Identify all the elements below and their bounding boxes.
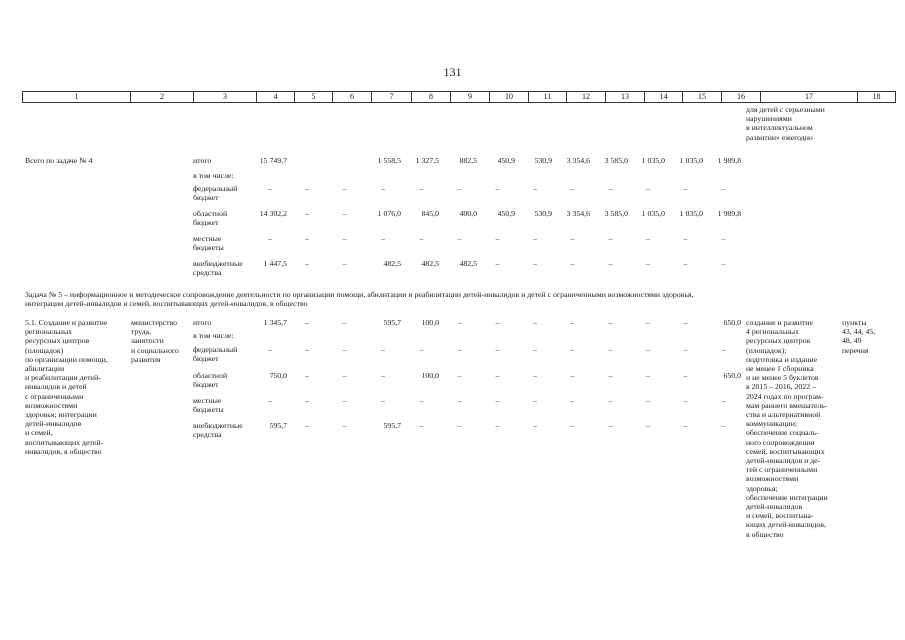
empty-value: –: [646, 345, 650, 354]
expected-result-line: не менее 1 сборника: [746, 364, 814, 373]
funding-source: бюджет: [193, 380, 219, 390]
empty-value: –: [342, 259, 347, 268]
column-number-6: 6: [333, 92, 372, 103]
target-indicator-line: перечня: [842, 345, 869, 355]
empty-value: –: [721, 396, 726, 405]
expected-result-line: в 2015 – 2016, 2022 –: [746, 382, 816, 392]
expected-result-line: подготовка и издание: [746, 354, 818, 364]
value-cell: 3 585,0: [604, 209, 628, 218]
value-cell: 100,0: [421, 318, 439, 327]
item-name-line: и реабилитации детей-: [25, 373, 101, 383]
item-name-line: здоровья; интеграции: [25, 410, 97, 419]
empty-value: –: [608, 184, 613, 193]
value-cell: 482,5: [383, 259, 401, 268]
executor-line: труда,: [131, 327, 152, 337]
expected-result-line: ного сопровождения: [746, 437, 815, 447]
empty-value: –: [342, 184, 347, 193]
expected-result-line: создание и развитие: [746, 318, 813, 327]
empty-value: –: [495, 234, 500, 243]
value-cell: 1 035,0: [641, 209, 665, 218]
empty-value: –: [457, 234, 462, 243]
value-cell: 14 302,2: [259, 209, 287, 218]
value-cell: 1 447,5: [263, 259, 287, 268]
funding-source: областной: [193, 371, 228, 380]
empty-value: –: [683, 345, 688, 354]
empty-value: –: [381, 371, 385, 380]
column-number-1: 1: [23, 92, 131, 103]
empty-value: –: [683, 396, 688, 405]
expected-result-line: мам раннего вмешатель-: [746, 400, 828, 410]
expected-result-line: обеспечение интеграции: [746, 492, 828, 502]
funding-source: внебюджетные: [193, 259, 243, 268]
empty-value: –: [381, 396, 385, 405]
empty-value: –: [342, 318, 347, 327]
value-cell: 845,0: [421, 209, 439, 218]
value-cell: 400,0: [459, 209, 477, 218]
column-number-12: 12: [567, 92, 606, 103]
value-cell: 530,9: [534, 156, 552, 165]
expected-result-line: тей с ограниченными: [746, 465, 818, 475]
expected-result-line: семей, воспитывающих: [746, 446, 825, 456]
value-cell: 1 989,8: [717, 156, 741, 165]
value-cell: 1 989,8: [717, 209, 741, 218]
empty-value: –: [721, 421, 726, 430]
item-name-line: по организации помощи,: [25, 354, 108, 364]
item-name-line: абилитации: [25, 364, 65, 373]
column-number-4: 4: [257, 92, 295, 103]
value-cell: 750,0: [269, 371, 287, 380]
funding-source: в том числе:: [193, 331, 234, 340]
empty-value: –: [533, 421, 537, 430]
funding-source: местные: [193, 396, 222, 405]
empty-value: –: [495, 184, 500, 193]
empty-value: –: [305, 371, 309, 380]
expected-result-line: и семей, воспитыва-: [746, 511, 814, 521]
item-name-line: 5.1. Создание и развитие: [25, 318, 108, 327]
empty-value: –: [342, 421, 347, 430]
empty-value: –: [381, 345, 385, 354]
item-name-line: ресурсных центров: [25, 336, 90, 346]
task5-heading: интеграции детей-инвалидов и семей, воспитывающих детей-инвалидов, в общество: [25, 299, 308, 309]
funding-source: местные: [193, 234, 222, 243]
value-cell: 595,7: [269, 421, 287, 430]
value-cell: 1 345,7: [263, 318, 287, 327]
empty-value: –: [457, 396, 462, 405]
empty-value: –: [305, 234, 309, 243]
executor-line: министерство: [131, 318, 178, 327]
value-cell: 1 035,0: [679, 209, 703, 218]
empty-value: –: [608, 371, 613, 380]
expected-result-line: возможностями: [746, 474, 799, 484]
empty-value: –: [570, 345, 575, 354]
empty-value: –: [342, 396, 347, 405]
column-number-2: 2: [131, 92, 194, 103]
column-number-16: 16: [722, 92, 761, 103]
empty-value: –: [608, 234, 613, 243]
empty-value: –: [608, 345, 613, 354]
value-cell: 1 035,0: [679, 156, 703, 165]
expected-result-line: коммуникации;: [746, 419, 798, 429]
value-cell: 482,5: [421, 259, 439, 268]
executor-line: развития: [131, 354, 161, 364]
column-number-3: 3: [194, 92, 257, 103]
empty-value: –: [533, 345, 537, 354]
expected-result-line: ресурсных центров: [746, 336, 811, 346]
value-cell: 100,0: [421, 371, 439, 380]
empty-value: –: [570, 259, 575, 268]
value-cell: 450,9: [497, 209, 515, 218]
expected-result-line: детей-инвалидов: [746, 502, 803, 511]
column-number-14: 14: [645, 92, 683, 103]
funding-source: бюджеты: [193, 405, 224, 415]
empty-value: –: [683, 371, 688, 380]
column-number-13: 13: [606, 92, 645, 103]
empty-value: –: [646, 184, 650, 193]
expected-result-line: в общество: [746, 529, 784, 539]
expected-result-line: (площадок);: [746, 345, 787, 355]
empty-value: –: [305, 345, 309, 354]
empty-value: –: [457, 318, 462, 327]
funding-source: бюджеты: [193, 243, 224, 253]
empty-value: –: [495, 371, 500, 380]
empty-value: –: [646, 421, 650, 430]
empty-value: –: [305, 396, 309, 405]
carryover-result-line: в интеллектуальном: [746, 123, 813, 133]
expected-result-line: 4 региональных: [746, 327, 799, 337]
empty-value: –: [381, 234, 385, 243]
item-name-line: региональных: [25, 327, 73, 337]
value-cell: 1 327,5: [415, 156, 439, 165]
empty-value: –: [495, 318, 500, 327]
empty-value: –: [419, 345, 424, 354]
empty-value: –: [342, 345, 347, 354]
column-number-11: 11: [529, 92, 567, 103]
empty-value: –: [342, 371, 347, 380]
expected-result-line: детей-инвалидов и де-: [746, 456, 821, 465]
empty-value: –: [381, 184, 385, 193]
value-cell: 595,7: [383, 421, 401, 430]
column-number-9: 9: [451, 92, 490, 103]
expected-result-line: и не менее 5 буклетов: [746, 373, 819, 383]
empty-value: –: [495, 396, 500, 405]
target-indicator-line: пункты: [842, 318, 867, 327]
value-cell: 1 035,0: [641, 156, 665, 165]
value-cell: 650,0: [723, 318, 741, 327]
funding-source: средства: [193, 268, 222, 278]
carryover-result-line: для детей с серьезными: [746, 105, 825, 114]
column-number-5: 5: [295, 92, 333, 103]
expected-result-line: ющих детей-инвалидов,: [746, 520, 826, 530]
carryover-result-line: нарушениями: [746, 114, 792, 124]
empty-value: –: [570, 184, 575, 193]
expected-result-line: обеспечение социаль-: [746, 428, 819, 438]
empty-value: –: [495, 259, 500, 268]
empty-value: –: [268, 234, 272, 243]
page-number: 131: [443, 65, 462, 79]
funding-source: федеральный: [193, 345, 238, 354]
empty-value: –: [646, 259, 650, 268]
empty-value: –: [533, 234, 537, 243]
empty-value: –: [419, 234, 424, 243]
empty-value: –: [608, 396, 613, 405]
item-name-line: инвалидов, в общество: [25, 446, 102, 456]
empty-value: –: [305, 209, 309, 218]
item-name-line: инвалидов и детей: [25, 382, 87, 392]
target-indicator-line: 43, 44, 45,: [842, 327, 876, 337]
empty-value: –: [533, 396, 537, 405]
funding-source: федеральный: [193, 184, 238, 193]
empty-value: –: [608, 318, 613, 327]
empty-value: –: [646, 318, 650, 327]
empty-value: –: [533, 318, 537, 327]
empty-value: –: [533, 371, 537, 380]
value-cell: 450,9: [497, 156, 515, 165]
value-cell: 1 558,5: [377, 156, 401, 165]
empty-value: –: [457, 421, 462, 430]
empty-value: –: [305, 184, 309, 193]
funding-source: областной: [193, 209, 228, 218]
value-cell: 1 076,0: [377, 209, 401, 218]
empty-value: –: [721, 345, 726, 354]
empty-value: –: [495, 421, 500, 430]
value-cell: 3 354,6: [566, 156, 590, 165]
empty-value: –: [533, 184, 537, 193]
value-cell: 15 749,7: [259, 156, 287, 165]
value-cell: 3 354,6: [566, 209, 590, 218]
funding-source: итого: [193, 156, 212, 165]
empty-value: –: [683, 259, 688, 268]
value-cell: 482,5: [459, 259, 477, 268]
expected-result-line: здоровья;: [746, 483, 778, 493]
empty-value: –: [683, 234, 688, 243]
value-cell: 3 585,0: [604, 156, 628, 165]
empty-value: –: [268, 396, 272, 405]
empty-value: –: [570, 318, 575, 327]
empty-value: –: [721, 259, 726, 268]
column-number-row: [22, 91, 896, 103]
empty-value: –: [342, 209, 347, 218]
value-cell: 650,0: [723, 371, 741, 380]
empty-value: –: [305, 318, 309, 327]
empty-value: –: [570, 421, 575, 430]
item-name-line: (площадок): [25, 345, 64, 355]
item-name-line: воспитывающих детей-: [25, 437, 104, 447]
column-number-15: 15: [683, 92, 722, 103]
empty-value: –: [305, 421, 309, 430]
item-name-line: с ограниченными: [25, 391, 84, 401]
empty-value: –: [721, 184, 726, 193]
empty-value: –: [646, 234, 650, 243]
funding-source: бюджет: [193, 193, 219, 203]
funding-source: внебюджетные: [193, 421, 243, 430]
empty-value: –: [268, 345, 272, 354]
task5-heading: Задача № 5 – информационное и методическое сопровождение деятельности по организации помощи, абилитации и реабилитации детей-инвалидов и детей с ограниченными возможностями здоровья,: [25, 290, 694, 299]
funding-source: в том числе:: [193, 171, 234, 180]
empty-value: –: [457, 184, 462, 193]
empty-value: –: [457, 345, 462, 354]
empty-value: –: [683, 421, 688, 430]
empty-value: –: [570, 234, 575, 243]
expected-result-line: ства и альтернативной: [746, 410, 821, 419]
column-number-7: 7: [372, 92, 412, 103]
empty-value: –: [342, 234, 347, 243]
funding-source: средства: [193, 430, 222, 440]
funding-source: бюджет: [193, 354, 219, 364]
empty-value: –: [419, 396, 424, 405]
carryover-result-line: развитии» ежегодно: [746, 132, 813, 142]
funding-source: бюджет: [193, 218, 219, 228]
empty-value: –: [570, 396, 575, 405]
item-name-line: и семей,: [25, 428, 53, 438]
empty-value: –: [419, 184, 424, 193]
empty-value: –: [419, 421, 424, 430]
empty-value: –: [608, 259, 613, 268]
expected-result-line: 2024 годах по програм-: [746, 391, 824, 401]
value-cell: 595,7: [383, 318, 401, 327]
column-number-17: 17: [761, 92, 858, 103]
empty-value: –: [495, 345, 500, 354]
column-number-8: 8: [412, 92, 451, 103]
empty-value: –: [646, 396, 650, 405]
empty-value: –: [570, 371, 575, 380]
item-name-line: детей-инвалидов: [25, 419, 82, 429]
item-name-line: возможностями: [25, 400, 78, 410]
empty-value: –: [683, 184, 688, 193]
empty-value: –: [646, 371, 650, 380]
executor-line: занятости: [131, 336, 164, 346]
empty-value: –: [457, 371, 462, 380]
column-number-18: 18: [858, 92, 896, 103]
empty-value: –: [721, 234, 726, 243]
empty-value: –: [608, 421, 613, 430]
value-cell: 882,5: [459, 156, 477, 165]
empty-value: –: [305, 259, 309, 268]
value-cell: 530,9: [534, 209, 552, 218]
task4-total-label: Всего по задаче № 4: [25, 156, 93, 165]
empty-value: –: [533, 259, 537, 268]
empty-value: –: [683, 318, 688, 327]
target-indicator-line: 48, 49: [842, 336, 862, 346]
funding-source: итого: [193, 318, 212, 327]
empty-value: –: [268, 184, 272, 193]
column-number-10: 10: [490, 92, 529, 103]
executor-line: и социального: [131, 345, 179, 355]
